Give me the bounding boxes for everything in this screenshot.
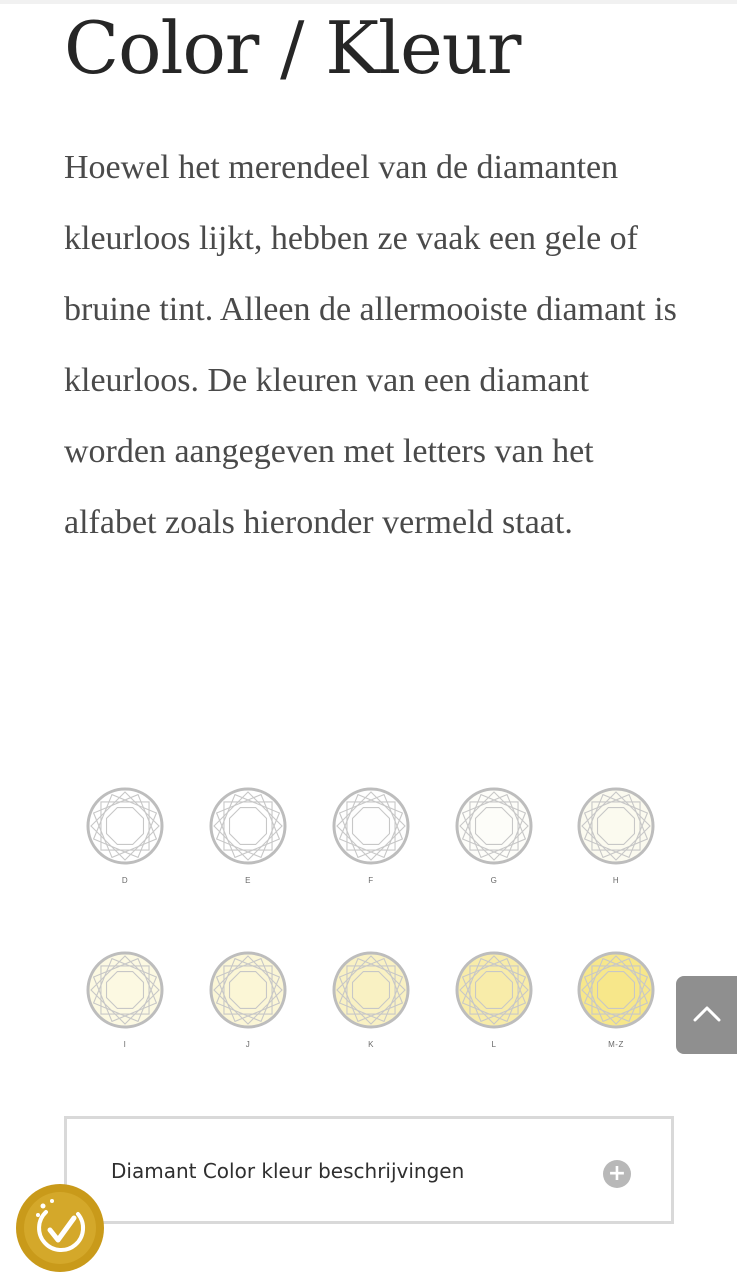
diamond-icon [208,950,288,1030]
diamond-icon [85,786,165,866]
color-grade-label: K [368,1040,374,1049]
accordion-label: Diamant Color kleur beschrijvingen [111,1159,465,1183]
color-grade-l [444,950,544,1049]
diamond-icon [454,950,534,1030]
color-grade-j [198,950,298,1049]
diamond-icon [85,950,165,1030]
color-grade-f [321,786,421,885]
color-grade-label: I [123,1040,127,1049]
color-grade-label: F [368,876,374,885]
color-grade-label: E [245,876,251,885]
scroll-to-top-button[interactable] [676,976,737,1054]
trust-badge-icon [16,1184,104,1272]
diamond-icon [208,786,288,866]
color-grade-e [198,786,298,885]
color-grade-i [75,950,175,1049]
plus-circle-icon[interactable]: + [603,1160,631,1188]
diamond-icon [454,786,534,866]
color-grade-h [566,786,666,885]
color-grade-d [75,786,175,885]
chevron-up-icon [692,1002,722,1024]
color-grade-label: J [245,1040,251,1049]
color-grade-label: D [121,876,129,885]
diamond-icon [331,786,411,866]
color-descriptions-accordion[interactable] [64,1116,674,1224]
diamond-icon [576,950,656,1030]
page-title: Color / Kleur [64,6,521,90]
color-grade-k [321,950,421,1049]
color-grade-m-z [566,950,666,1049]
diamond-icon [576,786,656,866]
trust-badge-button[interactable] [16,1184,104,1272]
color-grade-label: M-Z [608,1040,624,1049]
color-grade-label: L [491,1040,497,1049]
diamond-color-scale [64,786,680,1086]
color-grade-label: H [612,876,620,885]
intro-paragraph: Hoewel het merendeel van de diamanten kleurloos lijkt, hebben ze vaak een gele of bruine tint. Alleen de allermooiste diamant is kleurloos. De kleuren van een diamant worden aangegeven met letters van het alfabet zoals hieronder vermeld staat. [64,149,677,541]
color-grade-label: G [490,876,498,885]
color-grade-g [444,786,544,885]
diamond-icon [331,950,411,1030]
